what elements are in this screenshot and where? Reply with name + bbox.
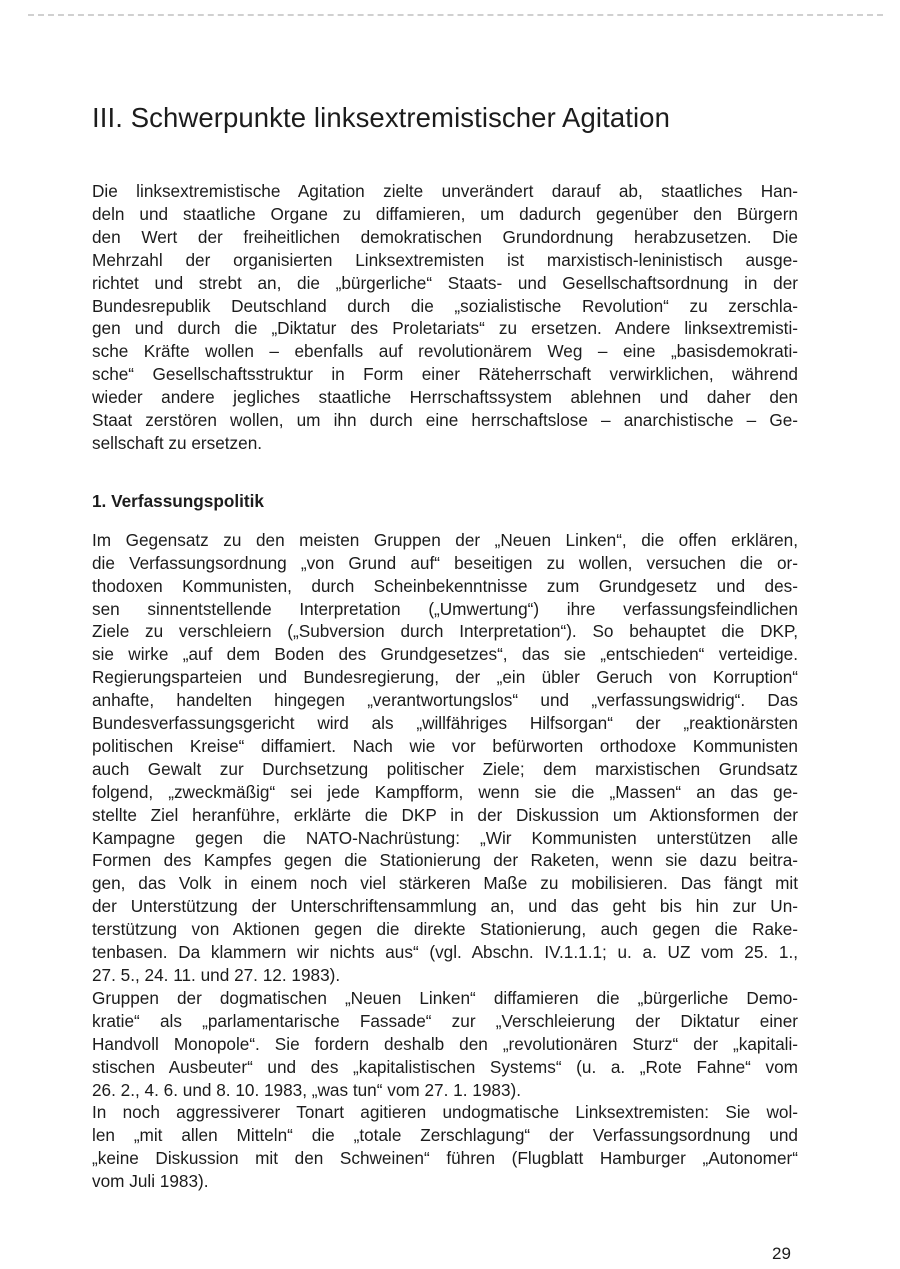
text-line: terstützung von Aktionen gegen die direkte Stationierung, auch gegen die Rake- bbox=[92, 919, 798, 940]
text-line: deln und staatliche Organe zu diffamieren, um dadurch gegenüber den Bürgern bbox=[92, 203, 798, 224]
intro-paragraph bbox=[92, 180, 798, 455]
text-line: Ziele zu verschleiern („Subversion durch Interpretation“). So behauptet die DKP, bbox=[92, 621, 798, 642]
document-page bbox=[92, 100, 798, 1193]
text-line: Regierungsparteien und Bundesregierung, der „ein übler Geruch von Korruption“ bbox=[92, 667, 798, 688]
text-line: anhafte, handelten hingegen „verantwortungslos“ und „verfassungswidrig“. Das bbox=[92, 690, 798, 711]
text-line: folgend, „zweckmäßig“ sei jede Kampfform, wenn sie die „Massen“ an das ge- bbox=[92, 781, 798, 802]
text-line: auch Gewalt zur Durchsetzung politischer Ziele; dem marxistischen Grundsatz bbox=[92, 758, 798, 779]
text-line: stischen Ausbeuter“ und des „kapitalistischen Systems“ (u. a. „Rote Fahne“ vom bbox=[92, 1056, 798, 1077]
subsection-heading: 1. Verfassungspolitik bbox=[92, 490, 264, 511]
scan-edge-rule bbox=[28, 14, 883, 16]
paragraph-undogmatic-left bbox=[92, 1101, 798, 1193]
text-line: stellte Ziel heranführe, erklärte die DKP in der Diskussion um Aktionsformen der bbox=[92, 804, 798, 825]
text-line: gen, das Volk in einem noch viel stärkeren Maße zu mobilisieren. Das fängt mit bbox=[92, 873, 798, 894]
text-line: Bundesrepublik Deutschland durch die „sozialistische Revolution“ zu zerschla- bbox=[92, 295, 798, 316]
text-line: richtet und strebt an, die „bürgerliche“ Staats- und Gesellschaftsordnung in der bbox=[92, 272, 798, 293]
text-line: „keine Diskussion mit den Schweinen“ führen (Flugblatt Hamburger „Autonomer“ bbox=[92, 1148, 798, 1169]
paragraph-constitution-policy bbox=[92, 529, 798, 987]
text-line: In noch aggressiverer Tonart agitieren undogmatische Linksextremisten: Sie wol- bbox=[92, 1102, 798, 1123]
text-line: 26. 2., 4. 6. und 8. 10. 1983, „was tun“ vom 27. 1. 1983). bbox=[92, 1079, 521, 1100]
text-line: vom Juli 1983). bbox=[92, 1171, 209, 1192]
text-line: Mehrzahl der organisierten Linksextremisten ist marxistisch-leninistisch ausge- bbox=[92, 249, 798, 270]
text-line: kratie“ als „parlamentarische Fassade“ zur „Verschleierung der Diktatur einer bbox=[92, 1010, 798, 1031]
text-line: Handvoll Monopole“. Sie fordern deshalb den „revolutionären Sturz“ der „kapitali- bbox=[92, 1033, 798, 1054]
text-line: sie wirke „auf dem Boden des Grundgesetzes“, das sie „entschieden“ verteidige. bbox=[92, 644, 798, 665]
text-line: Staat zerstören wollen, um ihn durch eine herrschaftslose – anarchistische – Ge- bbox=[92, 410, 798, 431]
text-line: thodoxen Kommunisten, durch Scheinbekenntnisse zum Grundgesetz und des- bbox=[92, 575, 798, 596]
text-line: die Verfassungsordnung „von Grund auf“ beseitigen zu wollen, versuchen die or- bbox=[92, 552, 798, 573]
text-line: wieder andere jegliches staatliche Herrschaftssystem ablehnen und daher den bbox=[92, 387, 798, 408]
text-line: 27. 5., 24. 11. und 27. 12. 1983). bbox=[92, 965, 341, 985]
text-line: sche“ Gesellschaftsstruktur in Form einer Räteherrschaft verwirklichen, während bbox=[92, 364, 798, 385]
text-line: der Unterstützung der Unterschriftensammlung an, und das geht bis hin zur Un- bbox=[92, 896, 798, 917]
text-line: politischen Kreise“ diffamiert. Nach wie vor befürworten orthodoxe Kommunisten bbox=[92, 735, 798, 756]
text-line: den Wert der freiheitlichen demokratischen Grundordnung herabzusetzen. Die bbox=[92, 226, 798, 247]
text-line: len „mit allen Mitteln“ die „totale Zerschlagung“ der Verfassungsordnung und bbox=[92, 1125, 798, 1146]
text-line: Gruppen der dogmatischen „Neuen Linken“ diffamieren die „bürgerliche Demo- bbox=[92, 987, 798, 1008]
text-line: gen und durch die „Diktatur des Proletariats“ zu ersetzen. Andere linksextremisti- bbox=[92, 318, 798, 339]
text-line: Formen des Kampfes gegen die Stationierung der Raketen, wenn sie dazu beitra- bbox=[92, 850, 798, 871]
page-number: 29 bbox=[772, 1244, 791, 1263]
text-line: sen sinnentstellende Interpretation („Umwertung“) ihre verfassungsfeindlichen bbox=[92, 598, 798, 619]
text-line: sche Kräfte wollen – ebenfalls auf revolutionärem Weg – eine „basisdemokrati- bbox=[92, 341, 798, 362]
text-line: tenbasen. Da klammern wir nichts aus“ (vgl. Abschn. IV.1.1.1; u. a. UZ vom 25. 1., bbox=[92, 942, 798, 963]
text-line: Die linksextremistische Agitation zielte unverändert darauf ab, staatliches Han- bbox=[92, 181, 798, 201]
text-line: Kampagne gegen die NATO-Nachrüstung: „Wir Kommunisten unterstützen alle bbox=[92, 827, 798, 848]
paragraph-dogmatic-new-left bbox=[92, 987, 798, 1102]
text-line: Im Gegensatz zu den meisten Gruppen der „Neuen Linken“, die offen erklären, bbox=[92, 529, 798, 550]
text-line: Bundesverfassungsgericht wird als „willfähriges Hilfsorgan“ der „reaktionärsten bbox=[92, 713, 798, 734]
section-heading: III. Schwerpunkte linksextremistischer Agitation bbox=[92, 102, 670, 133]
text-line: sellschaft zu ersetzen. bbox=[92, 432, 263, 453]
